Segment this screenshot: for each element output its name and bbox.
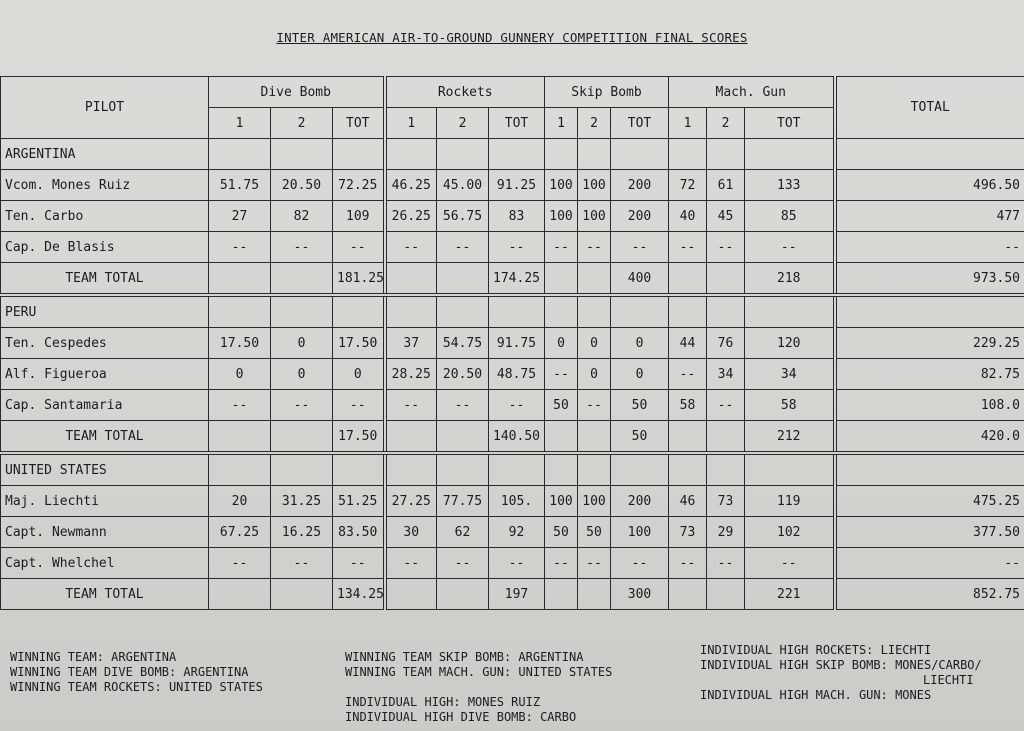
empty-cell <box>437 295 489 328</box>
empty-cell <box>385 139 437 170</box>
pilot-name: Vcom. Mones Ruiz <box>1 170 209 201</box>
empty-cell <box>489 453 545 486</box>
pilot-total: 496.50 <box>835 170 1024 201</box>
gun-score-1: 72 <box>669 170 707 201</box>
rockets-score-1: 28.25 <box>385 359 437 390</box>
empty-cell <box>578 453 611 486</box>
empty-cell <box>707 579 745 610</box>
dive-score-tot: -- <box>333 390 385 421</box>
empty-cell <box>489 139 545 170</box>
gun-score-tot: 133 <box>745 170 835 201</box>
empty-cell <box>578 263 611 296</box>
dive-score-tot: 72.25 <box>333 170 385 201</box>
skip-score-2: 50 <box>578 517 611 548</box>
empty-cell <box>271 263 333 296</box>
gun-score-1: -- <box>669 359 707 390</box>
footer-col-1 <box>10 650 263 695</box>
dive-score-1: 27 <box>209 201 271 232</box>
footer-line: INDIVIDUAL HIGH: MONES RUIZ <box>345 695 541 709</box>
pilot-total: 477 <box>835 201 1024 232</box>
dive-score-tot: 51.25 <box>333 486 385 517</box>
footer-line: LIECHTI <box>923 673 974 687</box>
skip-score-tot: 50 <box>611 390 669 421</box>
empty-cell <box>209 295 271 328</box>
pilot-total: 377.50 <box>835 517 1024 548</box>
rockets-score-2: -- <box>437 390 489 421</box>
footer-line: INDIVIDUAL HIGH SKIP BOMB: MONES/CARBO/ <box>700 658 982 672</box>
pilot-name: Alf. Figueroa <box>1 359 209 390</box>
pilot-row <box>1 201 1024 232</box>
rockets-team-total: 140.50 <box>489 421 545 454</box>
empty-cell <box>437 139 489 170</box>
empty-cell <box>707 263 745 296</box>
rockets-score-2: -- <box>437 548 489 579</box>
team-name: UNITED STATES <box>1 453 209 486</box>
pilot-total: 229.25 <box>835 328 1024 359</box>
skip-score-tot: 0 <box>611 328 669 359</box>
skip-score-2: 100 <box>578 201 611 232</box>
pilot-header: PILOT <box>1 77 209 139</box>
skip-team-total: 300 <box>611 579 669 610</box>
scores-table <box>0 76 1024 610</box>
dive-score-tot: 109 <box>333 201 385 232</box>
sub-header: 2 <box>707 108 745 139</box>
pilot-row <box>1 359 1024 390</box>
pilot-name: Ten. Cespedes <box>1 328 209 359</box>
pilot-total: 475.25 <box>835 486 1024 517</box>
sub-header: 1 <box>545 108 578 139</box>
dive-score-2: 82 <box>271 201 333 232</box>
empty-cell <box>209 139 271 170</box>
dive-score-tot: -- <box>333 548 385 579</box>
gun-score-2: -- <box>707 390 745 421</box>
dive-score-2: 0 <box>271 359 333 390</box>
empty-cell <box>835 453 1024 486</box>
dive-score-2: 0 <box>271 328 333 359</box>
dive-score-1: -- <box>209 232 271 263</box>
pilot-name: Cap. De Blasis <box>1 232 209 263</box>
team-grand-total: 973.50 <box>835 263 1024 296</box>
sub-header: 1 <box>385 108 437 139</box>
dive-score-tot: 83.50 <box>333 517 385 548</box>
pilot-row <box>1 486 1024 517</box>
skip-score-1: 100 <box>545 170 578 201</box>
gun-score-1: -- <box>669 548 707 579</box>
footer-line: INDIVIDUAL HIGH MACH. GUN: MONES <box>700 688 932 702</box>
gun-score-tot: 120 <box>745 328 835 359</box>
dive-team-total: 134.25 <box>333 579 385 610</box>
empty-cell <box>578 421 611 454</box>
gun-team-total: 218 <box>745 263 835 296</box>
rockets-score-tot: 91.25 <box>489 170 545 201</box>
empty-cell <box>578 579 611 610</box>
footer-spacer <box>345 680 612 695</box>
team-name: ARGENTINA <box>1 139 209 170</box>
team-name-row <box>1 453 1024 486</box>
skip-score-1: 50 <box>545 390 578 421</box>
skip-score-tot: 200 <box>611 486 669 517</box>
empty-cell <box>835 295 1024 328</box>
pilot-name: Cap. Santamaria <box>1 390 209 421</box>
rockets-score-1: -- <box>385 232 437 263</box>
empty-cell <box>437 579 489 610</box>
gun-score-2: -- <box>707 548 745 579</box>
empty-cell <box>611 453 669 486</box>
empty-cell <box>271 579 333 610</box>
skip-bomb-header: Skip Bomb <box>545 77 669 108</box>
dive-score-1: -- <box>209 390 271 421</box>
empty-cell <box>271 421 333 454</box>
rockets-header: Rockets <box>385 77 545 108</box>
dive-score-1: 17.50 <box>209 328 271 359</box>
empty-cell <box>545 139 578 170</box>
gun-score-2: -- <box>707 232 745 263</box>
skip-score-1: 0 <box>545 328 578 359</box>
team-name-row <box>1 139 1024 170</box>
gun-score-2: 76 <box>707 328 745 359</box>
rockets-score-tot: 92 <box>489 517 545 548</box>
skip-score-2: -- <box>578 548 611 579</box>
skip-score-1: -- <box>545 232 578 263</box>
dive-score-1: 20 <box>209 486 271 517</box>
rockets-score-tot: -- <box>489 390 545 421</box>
empty-cell <box>209 263 271 296</box>
empty-cell <box>707 295 745 328</box>
pilot-row <box>1 170 1024 201</box>
footer-line: INDIVIDUAL HIGH DIVE BOMB: CARBO <box>345 710 577 724</box>
pilot-total: -- <box>835 232 1024 263</box>
rockets-score-tot: 105. <box>489 486 545 517</box>
empty-cell <box>745 295 835 328</box>
empty-cell <box>669 263 707 296</box>
gun-score-2: 34 <box>707 359 745 390</box>
pilot-name: Ten. Carbo <box>1 201 209 232</box>
empty-cell <box>611 139 669 170</box>
sub-header: 2 <box>271 108 333 139</box>
gun-score-2: 29 <box>707 517 745 548</box>
footer-line: INDIVIDUAL HIGH ROCKETS: LIECHTI <box>700 643 932 657</box>
document-title: INTER AMERICAN AIR-TO-GROUND GUNNERY COMPETITION FINAL SCORES <box>276 30 748 45</box>
empty-cell <box>385 453 437 486</box>
pilot-row <box>1 548 1024 579</box>
dive-score-1: 51.75 <box>209 170 271 201</box>
empty-cell <box>745 139 835 170</box>
empty-cell <box>385 579 437 610</box>
pilot-name: Capt. Whelchel <box>1 548 209 579</box>
dive-team-total: 17.50 <box>333 421 385 454</box>
empty-cell <box>545 453 578 486</box>
mach-gun-header: Mach. Gun <box>669 77 835 108</box>
gun-score-1: 40 <box>669 201 707 232</box>
dive-score-1: 0 <box>209 359 271 390</box>
skip-score-tot: 0 <box>611 359 669 390</box>
skip-score-2: 100 <box>578 170 611 201</box>
team-grand-total: 852.75 <box>835 579 1024 610</box>
skip-score-tot: 100 <box>611 517 669 548</box>
dive-score-tot: -- <box>333 232 385 263</box>
footer-col-3 <box>700 643 982 703</box>
empty-cell <box>669 453 707 486</box>
pilot-total: 82.75 <box>835 359 1024 390</box>
empty-cell <box>611 295 669 328</box>
pilot-row <box>1 390 1024 421</box>
gun-score-tot: 102 <box>745 517 835 548</box>
skip-score-1: 50 <box>545 517 578 548</box>
pilot-name: Capt. Newmann <box>1 517 209 548</box>
footer-line: WINNING TEAM: ARGENTINA <box>10 650 177 664</box>
pilot-name: Maj. Liechti <box>1 486 209 517</box>
empty-cell <box>209 453 271 486</box>
gun-score-1: -- <box>669 232 707 263</box>
team-total-label: TEAM TOTAL <box>1 579 209 610</box>
dive-score-2: 16.25 <box>271 517 333 548</box>
gun-score-1: 73 <box>669 517 707 548</box>
empty-cell <box>385 263 437 296</box>
rockets-score-2: 20.50 <box>437 359 489 390</box>
gun-score-2: 61 <box>707 170 745 201</box>
dive-score-tot: 17.50 <box>333 328 385 359</box>
empty-cell <box>333 139 385 170</box>
empty-cell <box>578 295 611 328</box>
gun-score-1: 46 <box>669 486 707 517</box>
footer-line: WINNING TEAM SKIP BOMB: ARGENTINA <box>345 650 584 664</box>
rockets-score-2: -- <box>437 232 489 263</box>
empty-cell <box>578 139 611 170</box>
footer-col-2 <box>345 650 612 725</box>
skip-score-1: -- <box>545 359 578 390</box>
dive-score-1: -- <box>209 548 271 579</box>
rockets-score-tot: 83 <box>489 201 545 232</box>
skip-score-1: 100 <box>545 201 578 232</box>
empty-cell <box>669 421 707 454</box>
skip-score-2: 0 <box>578 359 611 390</box>
rockets-score-1: -- <box>385 548 437 579</box>
rockets-score-1: 30 <box>385 517 437 548</box>
rockets-team-total: 197 <box>489 579 545 610</box>
rockets-score-1: 37 <box>385 328 437 359</box>
empty-cell <box>385 295 437 328</box>
empty-cell <box>545 263 578 296</box>
empty-cell <box>385 421 437 454</box>
empty-cell <box>707 453 745 486</box>
dive-score-1: 67.25 <box>209 517 271 548</box>
team-name: PERU <box>1 295 209 328</box>
rockets-score-1: 26.25 <box>385 201 437 232</box>
empty-cell <box>835 139 1024 170</box>
gun-team-total: 212 <box>745 421 835 454</box>
skip-score-tot: -- <box>611 232 669 263</box>
team-total-row <box>1 263 1024 296</box>
rockets-score-2: 56.75 <box>437 201 489 232</box>
empty-cell <box>271 295 333 328</box>
empty-cell <box>437 263 489 296</box>
dive-team-total: 181.25 <box>333 263 385 296</box>
rockets-score-2: 54.75 <box>437 328 489 359</box>
empty-cell <box>437 453 489 486</box>
sub-header: 2 <box>437 108 489 139</box>
footer-line: WINNING TEAM ROCKETS: UNITED STATES <box>10 680 263 694</box>
gun-score-1: 58 <box>669 390 707 421</box>
rockets-score-tot: 48.75 <box>489 359 545 390</box>
rockets-score-2: 45.00 <box>437 170 489 201</box>
skip-team-total: 400 <box>611 263 669 296</box>
team-total-row <box>1 421 1024 454</box>
dive-score-2: 31.25 <box>271 486 333 517</box>
sub-header: TOT <box>745 108 835 139</box>
empty-cell <box>271 139 333 170</box>
skip-score-1: -- <box>545 548 578 579</box>
pilot-total: -- <box>835 548 1024 579</box>
gun-score-tot: 34 <box>745 359 835 390</box>
skip-score-2: -- <box>578 232 611 263</box>
skip-score-tot: 200 <box>611 201 669 232</box>
empty-cell <box>437 421 489 454</box>
dive-score-tot: 0 <box>333 359 385 390</box>
skip-score-tot: 200 <box>611 170 669 201</box>
empty-cell <box>489 295 545 328</box>
rockets-score-1: -- <box>385 390 437 421</box>
header-row-groups <box>1 77 1024 108</box>
empty-cell <box>545 295 578 328</box>
gun-score-tot: -- <box>745 232 835 263</box>
empty-cell <box>333 295 385 328</box>
rockets-score-2: 62 <box>437 517 489 548</box>
rockets-score-tot: -- <box>489 232 545 263</box>
rockets-score-1: 27.25 <box>385 486 437 517</box>
empty-cell <box>745 453 835 486</box>
pilot-row <box>1 328 1024 359</box>
sub-header: 2 <box>578 108 611 139</box>
skip-team-total: 50 <box>611 421 669 454</box>
dive-score-2: 20.50 <box>271 170 333 201</box>
dive-score-2: -- <box>271 232 333 263</box>
skip-score-2: -- <box>578 390 611 421</box>
pilot-row <box>1 517 1024 548</box>
total-header: TOTAL <box>835 77 1024 139</box>
sub-header: 1 <box>209 108 271 139</box>
footer-line: WINNING TEAM MACH. GUN: UNITED STATES <box>345 665 613 679</box>
empty-cell <box>333 453 385 486</box>
empty-cell <box>669 295 707 328</box>
empty-cell <box>669 139 707 170</box>
skip-score-tot: -- <box>611 548 669 579</box>
skip-score-2: 100 <box>578 486 611 517</box>
skip-score-1: 100 <box>545 486 578 517</box>
empty-cell <box>669 579 707 610</box>
empty-cell <box>707 421 745 454</box>
team-total-row <box>1 579 1024 610</box>
dive-bomb-header: Dive Bomb <box>209 77 385 108</box>
gun-score-tot: 119 <box>745 486 835 517</box>
gun-score-tot: 85 <box>745 201 835 232</box>
sub-header: 1 <box>669 108 707 139</box>
skip-score-2: 0 <box>578 328 611 359</box>
gun-score-tot: -- <box>745 548 835 579</box>
sub-header: TOT <box>489 108 545 139</box>
gun-score-1: 44 <box>669 328 707 359</box>
pilot-row <box>1 232 1024 263</box>
empty-cell <box>209 579 271 610</box>
sub-header: TOT <box>333 108 385 139</box>
rockets-team-total: 174.25 <box>489 263 545 296</box>
rockets-score-tot: -- <box>489 548 545 579</box>
gun-score-2: 45 <box>707 201 745 232</box>
rockets-score-tot: 91.75 <box>489 328 545 359</box>
gun-score-2: 73 <box>707 486 745 517</box>
empty-cell <box>271 453 333 486</box>
gun-score-tot: 58 <box>745 390 835 421</box>
team-total-label: TEAM TOTAL <box>1 263 209 296</box>
empty-cell <box>707 139 745 170</box>
empty-cell <box>545 421 578 454</box>
dive-score-2: -- <box>271 548 333 579</box>
sub-header: TOT <box>611 108 669 139</box>
pilot-total: 108.0 <box>835 390 1024 421</box>
rockets-score-2: 77.75 <box>437 486 489 517</box>
gun-team-total: 221 <box>745 579 835 610</box>
rockets-score-1: 46.25 <box>385 170 437 201</box>
team-name-row <box>1 295 1024 328</box>
team-total-label: TEAM TOTAL <box>1 421 209 454</box>
footer-line: WINNING TEAM DIVE BOMB: ARGENTINA <box>10 665 249 679</box>
empty-cell <box>545 579 578 610</box>
footer-summary <box>0 640 1024 731</box>
team-grand-total: 420.0 <box>835 421 1024 454</box>
empty-cell <box>209 421 271 454</box>
dive-score-2: -- <box>271 390 333 421</box>
